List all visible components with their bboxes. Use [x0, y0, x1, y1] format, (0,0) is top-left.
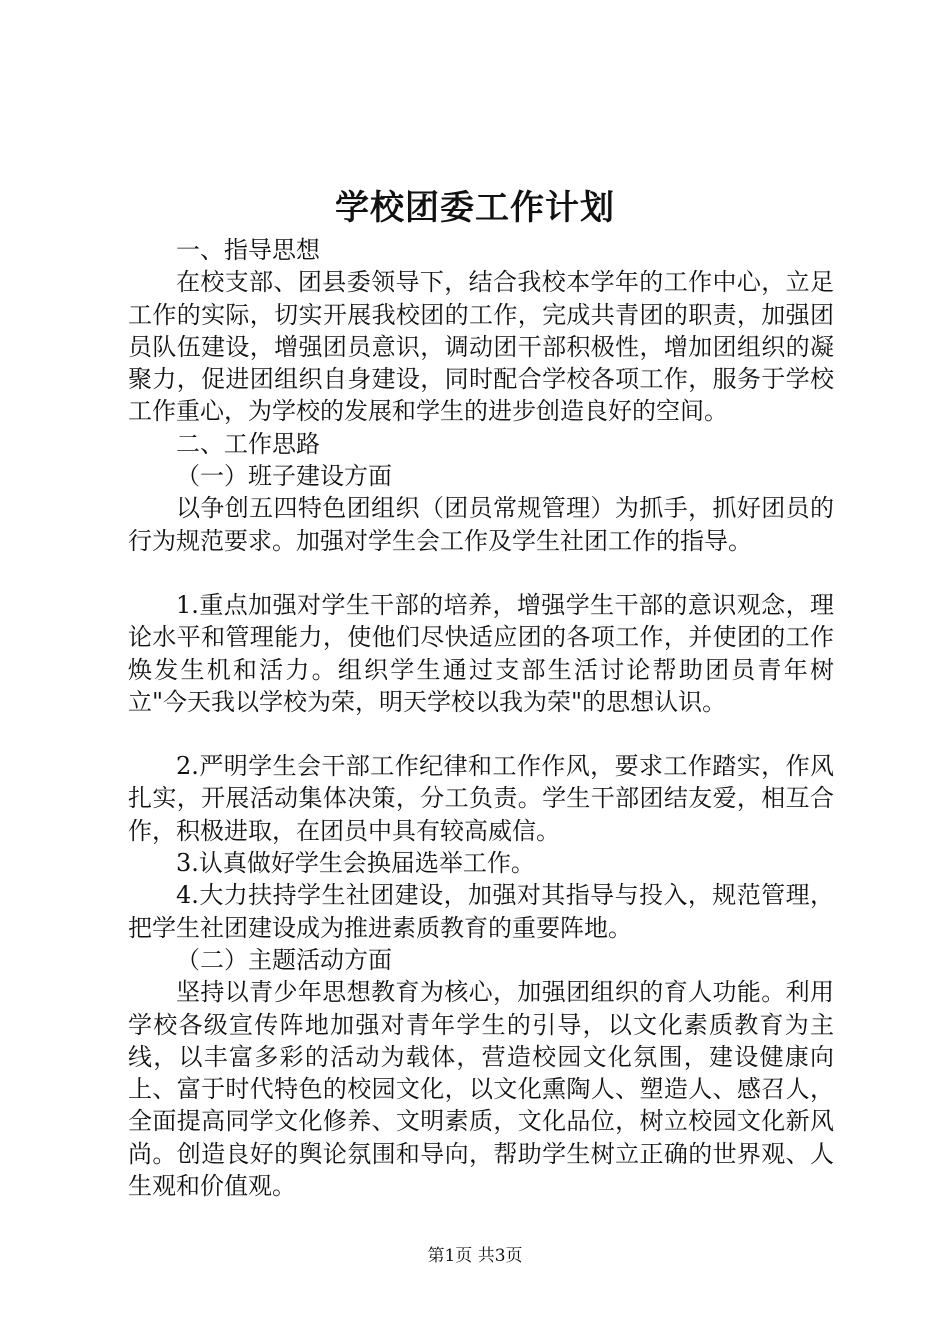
- document-body: [128, 234, 834, 1202]
- section-heading-guiding-ideology: 一、指导思想: [176, 236, 320, 264]
- subsection-heading-theme-activities: （二）主题活动方面: [176, 945, 392, 974]
- paragraph-team-building-intro: 以争创五四特色团组织（团员常规管理）为抓手，抓好团员的行为规范要求。加强对学生会工作及学生社团工作的指导。: [128, 494, 834, 555]
- paragraph-item-2: 2.严明学生会干部工作纪律和工作作风，要求工作踏实，作风扎实，开展活动集体决策，分工负责。学生干部团结友爱，相互合作，积极进取，在团员中具有较高威信。: [128, 752, 834, 845]
- paragraph-theme-activities: 坚持以青少年思想教育为核心，加强团组织的育人功能。利用学校各级宣传阵地加强对青年学生的引导，以文化素质教育为主线，以丰富多彩的活动为载体，营造校园文化氛围，建设健康向上、富于时代特色的校园文化，以文化熏陶人、塑造人、感召人，全面提高同学文化修养、文明素质，文化品位，树立校园文化新风尚。创造良好的舆论氛围和导向，帮助学生树立正确的世界观、人生观和价值观。: [128, 978, 834, 1201]
- paragraph-item-4: 4.大力扶持学生社团建设，加强对其指导与投入，规范管理，把学生社团建设成为推进素质教育的重要阵地。: [128, 881, 834, 942]
- paragraph-item-1: 1.重点加强对学生干部的培养，增强学生干部的意识观念，理论水平和管理能力，使他们尽快适应团的各项工作，并使团的工作焕发生机和活力。组织学生通过支部生活讨论帮助团员青年树立"今天我以学校为荣，明天学校以我为荣"的思想认识。: [128, 590, 834, 716]
- paragraph-item-3: 3.认真做好学生会换届选举工作。: [176, 849, 535, 878]
- subsection-heading-team-building: （一）班子建设方面: [176, 462, 392, 491]
- paragraph-guiding-ideology: 在校支部、团县委领导下，结合我校本学年的工作中心，立足工作的实际，切实开展我校团的工作，完成共青团的职责，加强团员队伍建设，增强团员意识，调动团干部积极性，增加团组织的凝聚力，促进团组织自身建设，同时配合学校各项工作，服务于学校工作重心，为学校的发展和学生的进步创造良好的空间。: [128, 268, 834, 426]
- section-heading-work-approach: 二、工作思路: [176, 429, 320, 458]
- page-footer: 第1页 共3页: [427, 1246, 523, 1266]
- page-title: 学校团委工作计划: [335, 188, 615, 228]
